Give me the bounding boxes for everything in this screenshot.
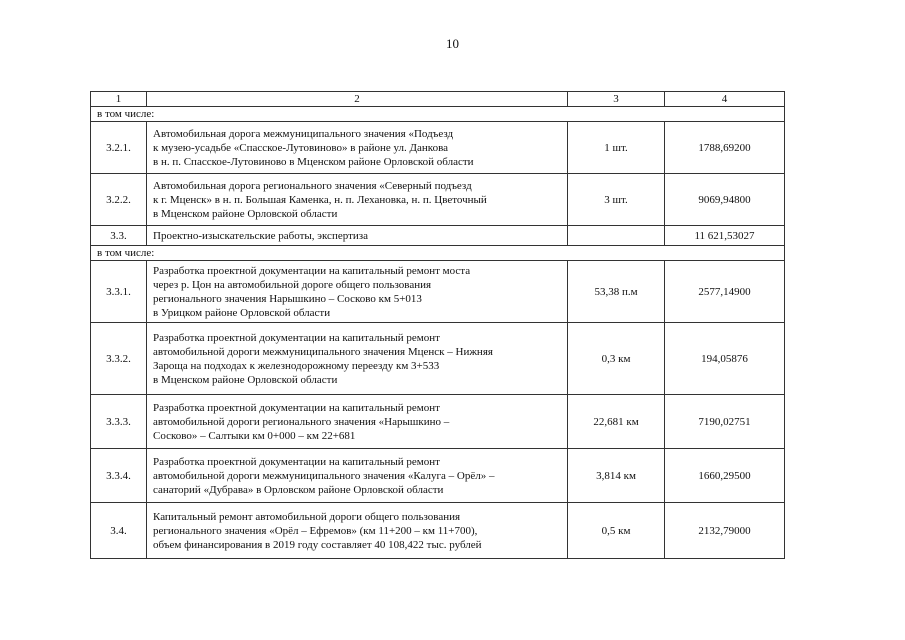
row-amount: 7190,02751 (665, 395, 785, 449)
description-line: автомобильной дороги межмуниципального значения «Калуга – Орёл» – (153, 469, 495, 482)
description-line: регионального значения «Орёл – Ефремов» (км 11+200 – км 11+700), (153, 524, 478, 537)
description-line: санаторий «Дубрава» в Орловском районе Орловской области (153, 483, 444, 496)
column-header-1: 1 (91, 92, 147, 107)
row-description (147, 503, 568, 559)
row-amount: 2132,79000 (665, 503, 785, 559)
description-line: к г. Мценск» в н. п. Большая Каменка, н. п. Лехановка, н. п. Цветочный (153, 193, 487, 206)
row-number: 3.3.3. (91, 395, 147, 449)
budget-table (90, 91, 785, 559)
table-row (91, 261, 785, 323)
row-description (147, 122, 568, 174)
description-line: Разработка проектной документации на капитальный ремонт (153, 331, 440, 344)
row-amount: 194,05876 (665, 323, 785, 395)
description-line: Сосково» – Салтыки км 0+000 – км 22+681 (153, 429, 356, 442)
row-description (147, 174, 568, 226)
description-line: Зароща на подходах к железнодорожному переезду км 3+533 (153, 359, 440, 372)
description-line: Проектно-изыскательские работы, экспертиза (153, 229, 368, 242)
row-number: 3.3.1. (91, 261, 147, 323)
page-number: 10 (446, 36, 459, 51)
row-quantity: 3 шт. (568, 174, 665, 226)
description-line: Разработка проектной документации на капитальный ремонт (153, 455, 440, 468)
column-header-4: 4 (665, 92, 785, 107)
row-description (147, 323, 568, 395)
description-line: через р. Цон на автомобильной дороге общего пользования (153, 278, 432, 291)
description-line: Автомобильная дорога межмуниципального значения «Подъезд (153, 127, 454, 140)
row-amount: 2577,14900 (665, 261, 785, 323)
description-line: Капитальный ремонт автомобильной дороги общего пользования (153, 510, 461, 523)
table-row (91, 174, 785, 226)
row-quantity: 3,814 км (568, 449, 665, 503)
description-line: Автомобильная дорога регионального значения «Северный подъезд (153, 179, 472, 192)
row-quantity: 0,3 км (568, 323, 665, 395)
row-amount: 1660,29500 (665, 449, 785, 503)
subheader-label: в том числе: (91, 107, 785, 122)
column-header-3: 3 (568, 92, 665, 107)
table-row (91, 323, 785, 395)
row-number: 3.2.2. (91, 174, 147, 226)
table-row (91, 449, 785, 503)
description-line: в Урицком районе Орловской области (153, 306, 331, 319)
row-description (147, 395, 568, 449)
subheader-label: в том числе: (91, 246, 785, 261)
row-quantity: 0,5 км (568, 503, 665, 559)
row-quantity: 1 шт. (568, 122, 665, 174)
description-line: автомобильной дороги регионального значения «Нарышкино – (153, 415, 450, 428)
description-line: Разработка проектной документации на капитальный ремонт (153, 401, 440, 414)
description-line: в Мценском районе Орловской области (153, 373, 338, 386)
table-row (91, 395, 785, 449)
row-number: 3.4. (91, 503, 147, 559)
row-quantity: 53,38 п.м (568, 261, 665, 323)
row-quantity (568, 226, 665, 246)
row-description (147, 226, 568, 246)
row-number: 3.3.4. (91, 449, 147, 503)
description-line: в н. п. Спасское-Лутовиново в Мценском районе Орловской области (153, 155, 474, 168)
row-number: 3.3. (91, 226, 147, 246)
column-header-2: 2 (147, 92, 568, 107)
row-amount: 11 621,53027 (665, 226, 785, 246)
row-number: 3.2.1. (91, 122, 147, 174)
table-row (91, 503, 785, 559)
description-line: Разработка проектной документации на капитальный ремонт моста (153, 264, 471, 277)
row-description (147, 261, 568, 323)
table-header-row (91, 92, 785, 107)
row-number: 3.3.2. (91, 323, 147, 395)
row-quantity: 22,681 км (568, 395, 665, 449)
description-line: в Мценском районе Орловской области (153, 207, 338, 220)
subheader-row (91, 246, 785, 261)
subheader-row (91, 107, 785, 122)
description-line: регионального значения Нарышкино – Сосково км 5+013 (153, 292, 422, 305)
description-line: автомобильной дороги межмуниципального значения Мценск – Нижняя (153, 345, 493, 358)
description-line: к музею-усадьбе «Спасское-Лутовиново» в районе ул. Данкова (153, 141, 449, 154)
row-amount: 9069,94800 (665, 174, 785, 226)
table-row (91, 226, 785, 246)
row-amount: 1788,69200 (665, 122, 785, 174)
table-row (91, 122, 785, 174)
description-line: объем финансирования в 2019 году составляет 40 108,422 тыс. рублей (153, 538, 482, 551)
row-description (147, 449, 568, 503)
